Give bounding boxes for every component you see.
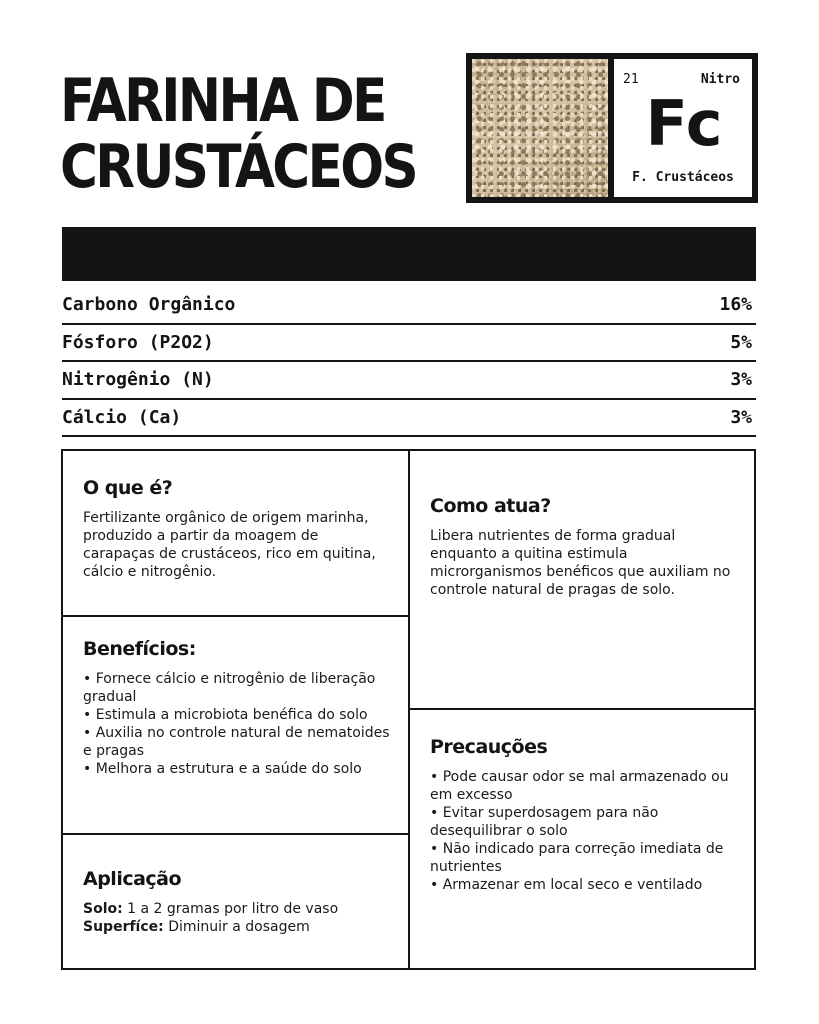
- application-label: Superfíce:: [83, 919, 164, 935]
- list-item: • Não indicado para correção imediata de nutrientes: [430, 840, 742, 876]
- benefits-list: [83, 670, 391, 778]
- composition-value: 5%: [730, 331, 752, 353]
- title-line-2: CRUSTÁCEOS: [60, 132, 417, 202]
- element-name: F. Crustáceos: [632, 170, 734, 185]
- application-text: 1 a 2 gramas por litro de vaso: [122, 901, 339, 917]
- application-text: Diminuir a dosagem: [163, 919, 310, 935]
- page-title: [60, 68, 416, 200]
- composition-label: Nitrogênio (N): [62, 369, 214, 391]
- section-what: [83, 477, 403, 581]
- application-row: [83, 918, 391, 936]
- list-item: • Melhora a estrutura e a saúde do solo: [83, 760, 391, 778]
- product-photo: [472, 59, 608, 197]
- title-line-1: FARINHA DE: [60, 66, 385, 136]
- composition-value: 3%: [730, 406, 752, 428]
- section-text: Fertilizante orgânico de origem marinha, produzido a partir da moagem de carapaças de crustáceos, rico em quitina, cálcio e nitrogênio.: [83, 510, 376, 580]
- list-item: • Auxilia no controle natural de nematoides e pragas: [83, 724, 391, 760]
- composition-table: [62, 287, 756, 437]
- element-number: 21: [623, 72, 639, 87]
- element-symbol-box: [614, 59, 752, 197]
- section-text: Libera nutrientes de forma gradual enquanto a quitina estimula microrganismos benéficos que auxiliam no controle natural de pragas de solo.: [430, 528, 731, 598]
- list-item: • Fornece cálcio e nitrogênio de liberação gradual: [83, 670, 391, 706]
- section-precautions: [430, 736, 754, 894]
- list-item: • Estimula a microbiota benéfica do solo: [83, 706, 391, 724]
- section-heading: Aplicação: [83, 868, 182, 890]
- section-heading: Precauções: [430, 736, 548, 758]
- grid-divider: [63, 615, 408, 617]
- composition-label: Carbono Orgânico: [62, 294, 236, 316]
- composition-row: [62, 287, 756, 325]
- info-grid: [61, 449, 756, 970]
- element-symbol: Fc: [645, 87, 721, 160]
- section-heading: Como atua?: [430, 495, 551, 517]
- composition-row: [62, 362, 756, 400]
- section-heading: Benefícios:: [83, 638, 196, 660]
- section-application: [83, 868, 403, 936]
- composition-row: [62, 325, 756, 363]
- precautions-list: [430, 768, 742, 894]
- header-divider-bar: [62, 227, 756, 281]
- section-benefits: [83, 638, 403, 778]
- composition-label: Fósforo (P2O2): [62, 331, 214, 353]
- grid-divider: [410, 708, 754, 710]
- list-item: • Armazenar em local seco e ventilado: [430, 876, 742, 894]
- grid-divider: [63, 833, 408, 835]
- list-item: • Evitar superdosagem para não desequilibrar o solo: [430, 804, 742, 840]
- element-tile: [466, 53, 758, 203]
- composition-value: 16%: [719, 294, 752, 316]
- composition-label: Cálcio (Ca): [62, 406, 182, 428]
- section-how: [430, 495, 754, 599]
- section-heading: O que é?: [83, 477, 173, 499]
- composition-row: [62, 400, 756, 438]
- composition-value: 3%: [730, 369, 752, 391]
- element-category: Nitro: [700, 72, 740, 87]
- application-label: Solo:: [83, 901, 123, 917]
- application-row: [83, 900, 391, 918]
- list-item: • Pode causar odor se mal armazenado ou em excesso: [430, 768, 742, 804]
